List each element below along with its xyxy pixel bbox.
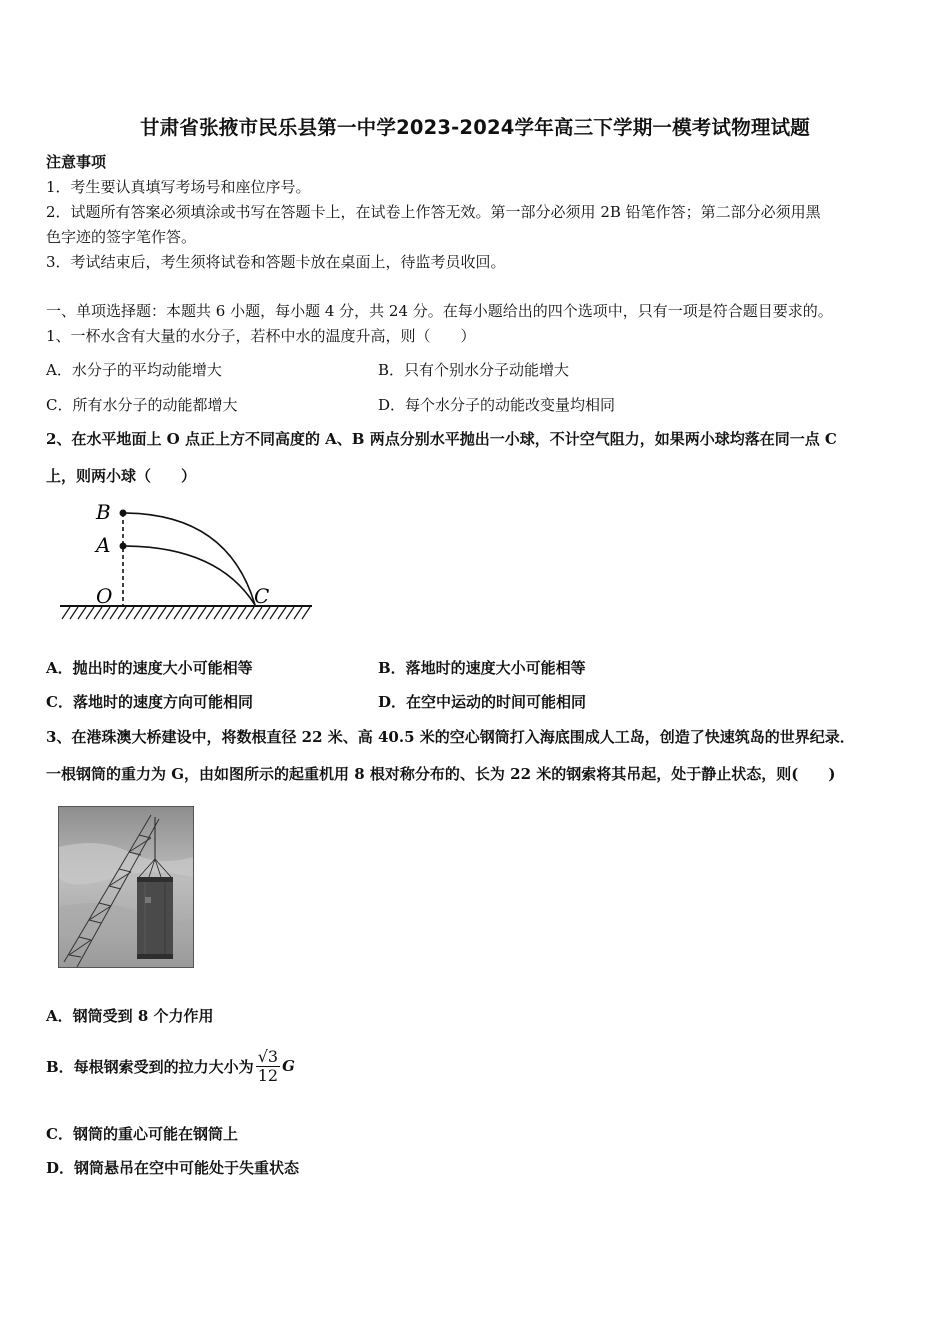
ground-hatching [62, 607, 310, 619]
crane-photo [58, 806, 194, 968]
page-title: 甘肃省张掖市民乐县第一中学2023-2024学年高三下学期一模考试物理试题 [139, 116, 811, 139]
q2-option-b: B．落地时的速度大小可能相等 [378, 659, 586, 677]
q2-stem-a: 2、在水平地面上 O 点正上方不同高度的 A、B 两点分别水平抛出一小球，不计空气阻力，如果两小球均落在同一点 C [46, 430, 837, 448]
q1-stem: 1、一杯水含有大量的水分子，若杯中水的温度升高，则（ ） [46, 327, 476, 345]
q3-stem-b: 一根钢筒的重力为 G，由如图所示的起重机用 8 根对称分布的、长为 22 米的钢索将其吊起，处于静止状态，则( ) [46, 765, 836, 783]
notice-item-3: 3．考试结束后，考生须将试卷和答题卡放在桌面上，待监考员收回。 [46, 253, 506, 271]
section-heading: 一、单项选择题：本题共 6 小题，每小题 4 分，共 24 分。在每小题给出的四个选项中，只有一项是符合题目要求的。 [46, 302, 833, 320]
q3-stem-a: 3、在港珠澳大桥建设中，将数根直径 22 米、高 40.5 米的空心钢筒打入海底围成人工岛，创造了快速筑岛的世界纪录． [46, 728, 855, 746]
q3-option-a: A．钢筒受到 8 个力作用 [46, 1007, 214, 1025]
steel-cylinder [137, 877, 173, 959]
q1-option-d: D．每个水分子的动能改变量均相同 [378, 396, 616, 414]
q3-option-b-text: B．每根钢索受到的拉力大小为 [46, 1057, 254, 1076]
fraction-numerator: √3 [257, 1046, 279, 1066]
notice-heading: 注意事项 [46, 153, 107, 171]
fraction-denominator: 12 [257, 1065, 279, 1085]
projectile-diagram [58, 495, 318, 627]
label-c: C [254, 584, 270, 608]
gravity-symbol: G [282, 1057, 295, 1075]
notice-item-2b: 色字迹的签字笔作答。 [46, 228, 197, 246]
q2-option-d: D．在空中运动的时间可能相同 [378, 693, 587, 711]
notice-item-2a: 2．试题所有答案必须填涂或书写在答题卡上，在试卷上作答无效。第一部分必须用 2B 铅笔作答；第二部分必须用黑 [46, 203, 821, 221]
label-b: B [96, 500, 111, 524]
label-a: A [96, 533, 111, 557]
q2-stem-b: 上，则两小球（ ） [46, 467, 197, 485]
q1-option-c: C．所有水分子的动能都增大 [46, 396, 238, 414]
notice-item-1: 1．考生要认真填写考场号和座位序号。 [46, 178, 311, 196]
q1-option-b: B．只有个别水分子动能增大 [378, 361, 570, 379]
trajectory-b [123, 513, 255, 605]
trajectory-a [123, 546, 255, 605]
q3-option-c: C．钢筒的重心可能在钢筒上 [46, 1125, 238, 1143]
fraction [256, 1048, 280, 1085]
q1-option-a: A．水分子的平均动能增大 [46, 361, 222, 379]
q2-option-c: C．落地时的速度方向可能相同 [46, 693, 253, 711]
q3-option-d: D．钢筒悬吊在空中可能处于失重状态 [46, 1159, 300, 1177]
label-o: O [96, 584, 113, 608]
q3-option-b [46, 1040, 295, 1092]
q2-option-a: A．抛出时的速度大小可能相等 [46, 659, 253, 677]
